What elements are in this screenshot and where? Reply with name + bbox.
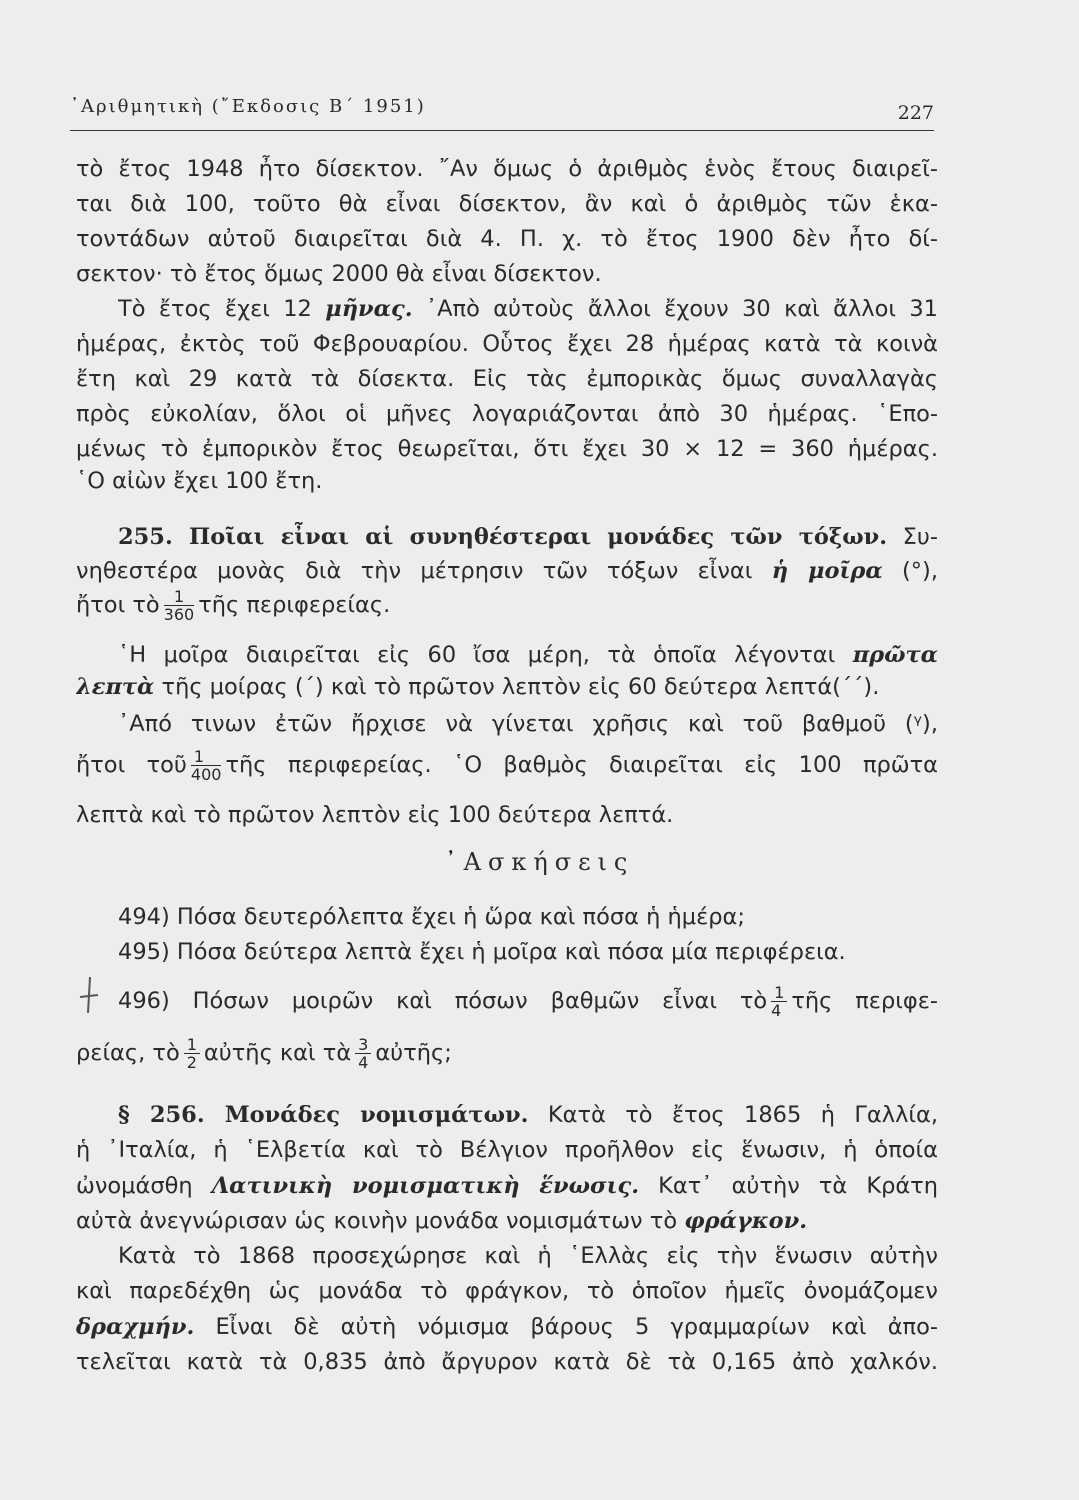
- exercise-496-cont: ρείας, τὸ $\frac{1}{2}$ αὐτῆς καὶ τὰ $\frac{3}{4}$ αὐτῆς;: [76, 1035, 452, 1072]
- text-line: ἔτη καὶ 29 κατὰ τὰ δίσεκτα. Εἰς τὰς ἐμπορικὰς ὅμως συναλλαγὰς: [76, 366, 938, 392]
- term-minutes: λεπτὰ: [76, 674, 155, 700]
- fraction-1-400: $\frac{1}{400}$: [190, 747, 222, 784]
- text-line: ᾿Από τινων ἐτῶν ἤρχισε νὰ γίνεται χρῆσις καὶ τοῦ βαθμοῦ (ᵞ),: [118, 711, 938, 737]
- text-line: νηθεστέρα μονὰς διὰ τὴν μέτρησιν τῶν τόξων εἶναι ἡ μοῖρα (°),: [76, 558, 938, 584]
- exercise-494: 494) Πόσα δευτερόλεπτα ἔχει ἡ ὥρα καὶ πόσα ἡ ἡμέρα;: [118, 904, 745, 930]
- section-heading: 255. Ποῖαι εἶναι αἱ συνηθέστεραι μονάδες τῶν τόξων.: [118, 524, 888, 550]
- handwritten-mark: [78, 975, 100, 1015]
- text-line: ῾Η μοῖρα διαιρεῖται εἰς 60 ἴσα μέρη, τὰ ὁποῖα λέγονται πρῶτα: [118, 642, 938, 668]
- page-number: 227: [897, 102, 934, 124]
- term-degree: ἡ μοῖρα: [771, 558, 883, 584]
- term-first-minutes: πρῶτα: [852, 642, 938, 668]
- section-heading: § 256. Μονάδες νομισμάτων.: [118, 1102, 529, 1128]
- text-line: καὶ παρεδέχθη ὡς μονάδα τὸ φράγκον, τὸ ὁποῖον ἡμεῖς ὀνομάζομεν: [76, 1278, 938, 1304]
- text-line: λεπτὰ καὶ τὸ πρῶτον λεπτὸν εἰς 100 δεύτερα λεπτά.: [76, 802, 674, 828]
- text-line: τελεῖται κατὰ τὰ 0,835 ἀπὸ ἄργυρον κατὰ δὲ τὰ 0,165 ἀπὸ χαλκόν.: [76, 1349, 938, 1375]
- text-line: λεπτὰ τῆς μοίρας (΄) καὶ τὸ πρῶτον λεπτὸν εἰς 60 δεύτερα λεπτά(΄΄).: [76, 674, 880, 700]
- text-line: αὐτὰ ἀνεγνώρισαν ὡς κοινὴν μονάδα νομισμάτων τὸ φράγκον.: [76, 1208, 808, 1234]
- term-months: μῆνας.: [325, 296, 413, 322]
- text-line: δραχμήν. Εἶναι δὲ αὐτὴ νόμισμα βάρους 5 γραμμαρίων καὶ ἀπο-: [76, 1314, 938, 1340]
- text-line: μένως τὸ ἐμπορικὸν ἔτος θεωρεῖται, ὅτι ἔχει 30 × 12 = 360 ἡμέρας.: [76, 436, 938, 462]
- text-line: ται διὰ 100, τοῦτο θὰ εἶναι δίσεκτον, ἂν καὶ ὁ ἀριθμὸς τῶν ἑκα-: [76, 191, 938, 217]
- text-line: ῾Ο αἰὼν ἔχει 100 ἔτη.: [76, 468, 323, 494]
- text-line: πρὸς εὐκολίαν, ὅλοι οἱ μῆνες λογαριάζονται ἀπὸ 30 ἡμέρας. ῾Επο-: [76, 401, 938, 427]
- section-256-heading-line: § 256. Μονάδες νομισμάτων. Κατὰ τὸ ἔτος 1865 ἡ Γαλλία,: [118, 1102, 938, 1128]
- text-line: ἤτοι τοῦ $\frac{1}{400}$ τῆς περιφερείας. ῾Ο βαθμὸς διαιρεῖται εἰς 100 πρῶτα: [76, 747, 938, 784]
- text-line: ἡ ᾿Ιταλία, ἡ ῾Ελβετία καὶ τὸ Βέλγιον προῆλθον εἰς ἕνωσιν, ἡ ὁποία: [76, 1137, 938, 1163]
- text-line: τοντάδων αὐτοῦ διαιρεῖται διὰ 4. Π. χ. τὸ ἔτος 1900 δὲν ἦτο δί-: [76, 226, 938, 252]
- fraction-3-4: $\frac{3}{4}$: [355, 1036, 371, 1071]
- book-title: ᾿Αριθμητικὴ (῎Εκδοσις Β΄ 1951): [70, 96, 426, 117]
- text-line: σεκτον· τὸ ἔτος ὅμως 2000 θὰ εἶναι δίσεκτον.: [76, 261, 602, 287]
- text-line: Κατὰ τὸ 1868 προσεχώρησε καὶ ἡ ῾Ελλὰς εἰς τὴν ἕνωσιν αὐτὴν: [118, 1243, 938, 1269]
- term-latin-union: Λατινικὴ νομισματικὴ ἕνωσις.: [211, 1173, 640, 1199]
- text-line: ὠνομάσθη Λατινικὴ νομισματικὴ ἕνωσις. Κατ᾿ αὐτὴν τὰ Κράτη: [76, 1173, 938, 1199]
- term-franc: φράγκον.: [684, 1208, 808, 1234]
- fraction-1-4: $\frac{1}{4}$: [771, 984, 787, 1019]
- section-255-heading-line: 255. Ποῖαι εἶναι αἱ συνηθέστεραι μονάδες τῶν τόξων. Συ-: [118, 524, 938, 550]
- text-line: τὸ ἔτος 1948 ἦτο δίσεκτον. ῎Αν ὅμως ὁ ἀριθμὸς ἑνὸς ἔτους διαιρεῖ-: [76, 156, 938, 182]
- running-header: [70, 94, 934, 131]
- text-line: ἤτοι τὸ $\frac{1}{360}$ τῆς περιφερείας.: [76, 587, 391, 624]
- exercise-495: 495) Πόσα δεύτερα λεπτὰ ἔχει ἡ μοῖρα καὶ πόσα μία περιφέρεια.: [118, 939, 846, 965]
- term-drachma: δραχμήν.: [76, 1314, 195, 1340]
- text-line: ἡμέρας, ἐκτὸς τοῦ Φεβρουαρίου. Οὗτος ἔχει 28 ἡμέρας κατὰ τὰ κοινὰ: [76, 331, 938, 357]
- exercise-496: 496) Πόσων μοιρῶν καὶ πόσων βαθμῶν εἶναι τὸ $\frac{1}{4}$ τῆς περιφε-: [118, 983, 938, 1020]
- fraction-1-2: $\frac{1}{2}$: [184, 1036, 200, 1071]
- fraction-1-360: $\frac{1}{360}$: [163, 587, 195, 624]
- text-line: Τὸ ἔτος ἔχει 12 μῆνας. ᾿Απὸ αὐτοὺς ἄλλοι ἔχουν 30 καὶ ἄλλοι 31: [118, 296, 938, 322]
- exercises-title: ᾿Ασκήσεις: [444, 848, 635, 876]
